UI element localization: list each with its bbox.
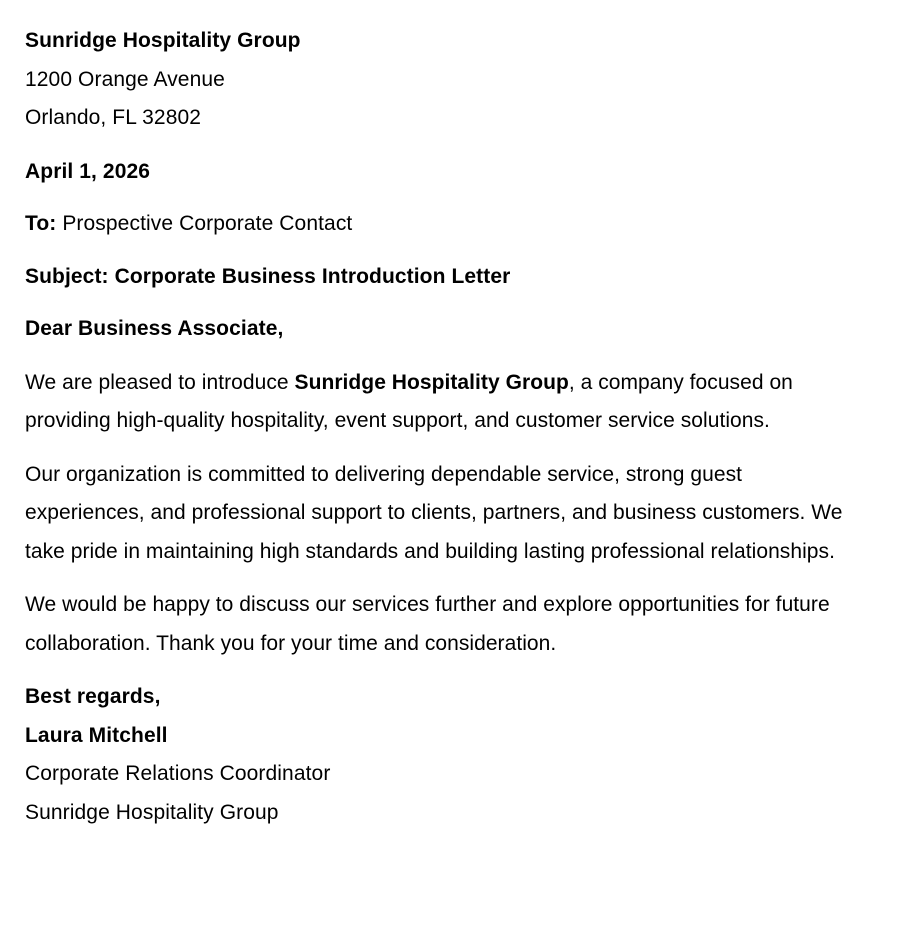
body-paragraph-1 — [25, 364, 865, 441]
recipient-label: To: — [25, 212, 57, 235]
spacer-after-date — [25, 191, 865, 205]
letterhead-city-state-zip: Orlando, FL 32802 — [25, 106, 202, 129]
closing-sender-company: Sunridge Hospitality Group — [25, 800, 279, 824]
letterhead-street: 1200 Orange Avenue — [25, 67, 225, 91]
body-paragraph-1-after: , a company focused on providing high-quality hospitality, event support, and customer service solutions. — [25, 370, 793, 432]
letterhead-company: Sunridge Hospitality Group — [25, 29, 301, 52]
spacer-after-subject — [25, 296, 865, 310]
recipient-block — [25, 205, 865, 244]
spacer-after-paragraph-1 — [25, 441, 865, 456]
body-paragraph-3: We would be happy to discuss our services further and explore opportunities for future collaboration. Thank you for your time and consideration. — [25, 593, 830, 655]
letter-date: April 1, 2026 — [25, 159, 151, 183]
salutation-block — [25, 310, 865, 349]
closing-sender-name: Laura Mitchell — [25, 723, 168, 747]
subject-block — [25, 258, 865, 297]
letterhead-block — [25, 22, 865, 138]
subject-line: Subject: Corporate Business Introduction Letter — [25, 264, 511, 288]
spacer-after-paragraph-2 — [25, 571, 865, 586]
date-block — [25, 153, 865, 192]
body-paragraph-1-emphasis: Sunridge Hospitality Group — [294, 370, 569, 394]
body-paragraph-1-before: We are pleased to introduce — [25, 370, 295, 394]
signature-block — [25, 678, 865, 832]
spacer-after-salutation — [25, 349, 865, 364]
spacer-after-recipient — [25, 244, 865, 258]
body-paragraph-2: Our organization is committed to delivering dependable service, strong guest experiences, and professional support to clients, partners, and business customers. We take pride in maintaining high standards and building lasting professional relationships. — [25, 462, 843, 563]
spacer-after-paragraph-3 — [25, 663, 865, 678]
closing-sender-title: Corporate Relations Coordinator — [25, 762, 331, 785]
recipient-line — [25, 205, 865, 244]
recipient-value: Prospective Corporate Contact — [56, 212, 353, 235]
closing-valediction: Best regards, — [25, 685, 161, 708]
salutation-line: Dear Business Associate, — [25, 317, 284, 340]
spacer-after-letterhead — [25, 138, 865, 153]
